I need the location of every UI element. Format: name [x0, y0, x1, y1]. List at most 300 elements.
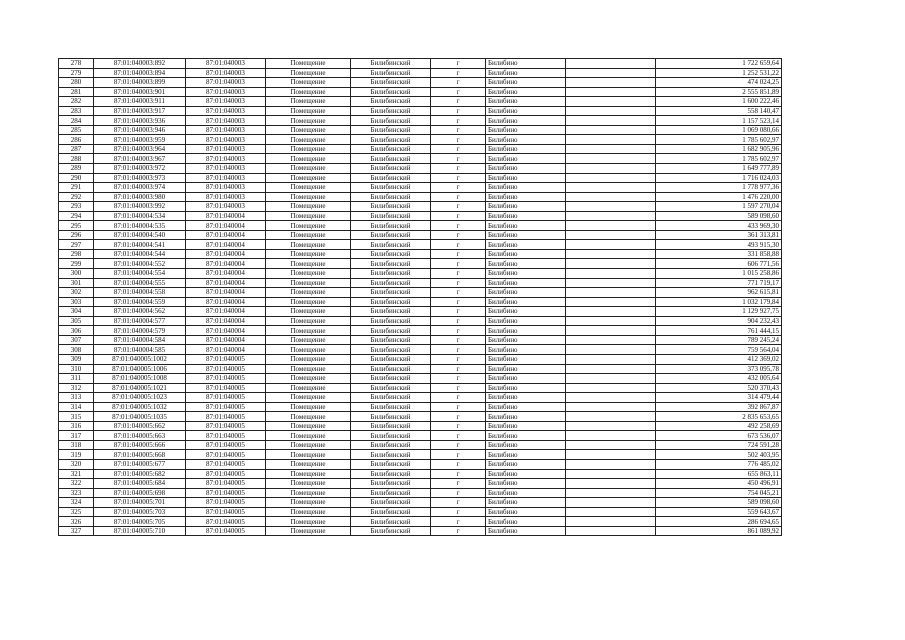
cadastral-value-cell: 724 591,28 — [656, 440, 782, 450]
locality-type-cell: г — [431, 78, 486, 88]
object-type-cell: Помещение — [266, 297, 351, 307]
district-cell: Билибинский — [351, 307, 431, 317]
cadastral-value-cell: 286 694,65 — [656, 517, 782, 527]
object-type-cell: Помещение — [266, 135, 351, 145]
row-number-cell: 317 — [59, 431, 94, 441]
object-type-cell: Помещение — [266, 269, 351, 279]
locality-cell: Билибино — [486, 297, 566, 307]
blank-cell — [566, 135, 656, 145]
locality-cell: Билибино — [486, 144, 566, 154]
cadastral-value-cell: 361 313,81 — [656, 230, 782, 240]
cadastral-value-cell: 492 258,69 — [656, 421, 782, 431]
cadastral-value-cell: 1 649 777,89 — [656, 164, 782, 174]
blank-cell — [566, 249, 656, 259]
row-number-cell: 325 — [59, 507, 94, 517]
row-number-cell: 299 — [59, 259, 94, 269]
row-number-cell: 313 — [59, 393, 94, 403]
district-cell: Билибинский — [351, 412, 431, 422]
cadastral-value-cell: 589 098,60 — [656, 211, 782, 221]
cadastral-value-cell: 1 682 905,96 — [656, 144, 782, 154]
blank-cell — [566, 116, 656, 126]
row-number-cell: 310 — [59, 364, 94, 374]
cadastral-value-cell: 771 719,17 — [656, 278, 782, 288]
district-cell: Билибинский — [351, 240, 431, 250]
locality-type-cell: г — [431, 230, 486, 240]
cadastral-value-cell: 1 252 531,22 — [656, 68, 782, 78]
object-type-cell: Помещение — [266, 402, 351, 412]
locality-type-cell: г — [431, 345, 486, 355]
object-type-cell: Помещение — [266, 517, 351, 527]
cadastral-number-cell: 87:01:040005:684 — [94, 479, 186, 489]
locality-type-cell: г — [431, 106, 486, 116]
cadastral-number-cell: 87:01:040003:992 — [94, 202, 186, 212]
cadastral-value-cell: 673 536,07 — [656, 431, 782, 441]
table-row — [59, 202, 782, 212]
blank-cell — [566, 412, 656, 422]
cadastral-number-cell: 87:01:040004:544 — [94, 249, 186, 259]
locality-cell: Билибино — [486, 230, 566, 240]
table-row — [59, 507, 782, 517]
locality-cell: Билибино — [486, 154, 566, 164]
blank-cell — [566, 440, 656, 450]
district-cell: Билибинский — [351, 326, 431, 336]
cadastral-block-cell: 87:01:040005 — [186, 507, 266, 517]
cadastral-number-cell: 87:01:040003:980 — [94, 192, 186, 202]
object-type-cell: Помещение — [266, 440, 351, 450]
object-type-cell: Помещение — [266, 78, 351, 88]
table-row — [59, 154, 782, 164]
cadastral-value-cell: 904 232,43 — [656, 316, 782, 326]
locality-type-cell: г — [431, 307, 486, 317]
cadastral-block-cell: 87:01:040004 — [186, 240, 266, 250]
district-cell: Билибинский — [351, 335, 431, 345]
cadastral-block-cell: 87:01:040004 — [186, 278, 266, 288]
row-number-cell: 295 — [59, 221, 94, 231]
blank-cell — [566, 211, 656, 221]
cadastral-block-cell: 87:01:040003 — [186, 87, 266, 97]
cadastral-number-cell: 87:01:040005:705 — [94, 517, 186, 527]
blank-cell — [566, 517, 656, 527]
object-type-cell: Помещение — [266, 68, 351, 78]
cadastral-value-cell: 433 969,30 — [656, 221, 782, 231]
cadastral-value-cell: 1 600 222,46 — [656, 97, 782, 107]
locality-cell: Билибино — [486, 440, 566, 450]
cadastral-number-cell: 87:01:040004:540 — [94, 230, 186, 240]
cadastral-block-cell: 87:01:040005 — [186, 374, 266, 384]
cadastral-number-cell: 87:01:040003:901 — [94, 87, 186, 97]
cadastral-number-cell: 87:01:040005:677 — [94, 459, 186, 469]
cadastral-block-cell: 87:01:040005 — [186, 469, 266, 479]
object-type-cell: Помещение — [266, 278, 351, 288]
row-number-cell: 318 — [59, 440, 94, 450]
blank-cell — [566, 288, 656, 298]
locality-type-cell: г — [431, 402, 486, 412]
locality-cell: Билибино — [486, 97, 566, 107]
table-row — [59, 517, 782, 527]
row-number-cell: 326 — [59, 517, 94, 527]
cadastral-block-cell: 87:01:040005 — [186, 383, 266, 393]
locality-cell: Билибино — [486, 68, 566, 78]
cadastral-block-cell: 87:01:040004 — [186, 326, 266, 336]
table-row — [59, 78, 782, 88]
district-cell: Билибинский — [351, 211, 431, 221]
cadastral-value-cell: 1 597 270,04 — [656, 202, 782, 212]
blank-cell — [566, 469, 656, 479]
locality-cell: Билибино — [486, 221, 566, 231]
cadastral-value-cell: 314 479,44 — [656, 393, 782, 403]
cadastral-block-cell: 87:01:040004 — [186, 211, 266, 221]
district-cell: Билибинский — [351, 431, 431, 441]
district-cell: Билибинский — [351, 192, 431, 202]
district-cell: Билибинский — [351, 68, 431, 78]
locality-type-cell: г — [431, 87, 486, 97]
cadastral-block-cell: 87:01:040005 — [186, 526, 266, 536]
locality-type-cell: г — [431, 154, 486, 164]
object-type-cell: Помещение — [266, 469, 351, 479]
cadastral-block-cell: 87:01:040003 — [186, 68, 266, 78]
blank-cell — [566, 278, 656, 288]
locality-cell: Билибино — [486, 345, 566, 355]
district-cell: Билибинский — [351, 202, 431, 212]
cadastral-number-cell: 87:01:040003:894 — [94, 68, 186, 78]
blank-cell — [566, 507, 656, 517]
locality-cell: Билибино — [486, 469, 566, 479]
locality-type-cell: г — [431, 164, 486, 174]
table-row — [59, 307, 782, 317]
cadastral-number-cell: 87:01:040004:579 — [94, 326, 186, 336]
district-cell: Билибинский — [351, 125, 431, 135]
locality-cell: Билибино — [486, 164, 566, 174]
cadastral-block-cell: 87:01:040005 — [186, 354, 266, 364]
cadastral-value-cell: 1 785 602,97 — [656, 135, 782, 145]
cadastral-number-cell: 87:01:040004:554 — [94, 269, 186, 279]
cadastral-block-cell: 87:01:040005 — [186, 450, 266, 460]
district-cell: Билибинский — [351, 297, 431, 307]
cadastral-value-cell: 520 370,43 — [656, 383, 782, 393]
cadastral-value-cell: 2 555 851,89 — [656, 87, 782, 97]
blank-cell — [566, 354, 656, 364]
cadastral-value-cell: 1 476 220,00 — [656, 192, 782, 202]
cadastral-value-cell: 606 771,56 — [656, 259, 782, 269]
cadastral-value-cell: 1 785 602,97 — [656, 154, 782, 164]
blank-cell — [566, 125, 656, 135]
locality-type-cell: г — [431, 135, 486, 145]
locality-cell: Билибино — [486, 135, 566, 145]
row-number-cell: 282 — [59, 97, 94, 107]
cadastral-value-cell: 558 140,47 — [656, 106, 782, 116]
blank-cell — [566, 316, 656, 326]
object-type-cell: Помещение — [266, 288, 351, 298]
table-row — [59, 393, 782, 403]
table-row — [59, 97, 782, 107]
locality-type-cell: г — [431, 202, 486, 212]
cadastral-value-cell: 392 867,87 — [656, 402, 782, 412]
table-row — [59, 374, 782, 384]
row-number-cell: 311 — [59, 374, 94, 384]
table-row — [59, 469, 782, 479]
table-row — [59, 269, 782, 279]
locality-cell: Билибино — [486, 517, 566, 527]
blank-cell — [566, 402, 656, 412]
object-type-cell: Помещение — [266, 383, 351, 393]
table-row — [59, 125, 782, 135]
table-row — [59, 364, 782, 374]
blank-cell — [566, 450, 656, 460]
cadastral-block-cell: 87:01:040003 — [186, 164, 266, 174]
cadastral-number-cell: 87:01:040004:535 — [94, 221, 186, 231]
cadastral-value-cell: 962 615,81 — [656, 288, 782, 298]
cadastral-number-cell: 87:01:040004:555 — [94, 278, 186, 288]
row-number-cell: 312 — [59, 383, 94, 393]
cadastral-value-cell: 493 915,30 — [656, 240, 782, 250]
row-number-cell: 323 — [59, 488, 94, 498]
table-row — [59, 249, 782, 259]
table-row — [59, 164, 782, 174]
table-row — [59, 106, 782, 116]
blank-cell — [566, 326, 656, 336]
object-type-cell: Помещение — [266, 183, 351, 193]
object-type-cell: Помещение — [266, 164, 351, 174]
table-row — [59, 479, 782, 489]
cadastral-value-cell: 761 444,15 — [656, 326, 782, 336]
cadastral-value-cell: 1 032 179,84 — [656, 297, 782, 307]
locality-type-cell: г — [431, 278, 486, 288]
blank-cell — [566, 202, 656, 212]
locality-cell: Билибино — [486, 459, 566, 469]
table-row — [59, 259, 782, 269]
blank-cell — [566, 498, 656, 508]
cadastral-number-cell: 87:01:040005:698 — [94, 488, 186, 498]
cadastral-value-cell: 432 005,64 — [656, 374, 782, 384]
row-number-cell: 296 — [59, 230, 94, 240]
blank-cell — [566, 144, 656, 154]
cadastral-block-cell: 87:01:040005 — [186, 431, 266, 441]
district-cell: Билибинский — [351, 230, 431, 240]
row-number-cell: 327 — [59, 526, 94, 536]
table-row — [59, 488, 782, 498]
table-row — [59, 431, 782, 441]
blank-cell — [566, 297, 656, 307]
cadastral-number-cell: 87:01:040005:1006 — [94, 364, 186, 374]
cadastral-value-cell: 789 245,24 — [656, 335, 782, 345]
object-type-cell: Помещение — [266, 221, 351, 231]
cadastral-block-cell: 87:01:040005 — [186, 421, 266, 431]
row-number-cell: 285 — [59, 125, 94, 135]
locality-cell: Билибино — [486, 326, 566, 336]
cadastral-block-cell: 87:01:040004 — [186, 221, 266, 231]
row-number-cell: 297 — [59, 240, 94, 250]
district-cell: Билибинский — [351, 288, 431, 298]
cadastral-block-cell: 87:01:040003 — [186, 135, 266, 145]
cadastral-value-cell: 754 045,21 — [656, 488, 782, 498]
object-type-cell: Помещение — [266, 211, 351, 221]
row-number-cell: 307 — [59, 335, 94, 345]
object-type-cell: Помещение — [266, 354, 351, 364]
cadastral-block-cell: 87:01:040005 — [186, 393, 266, 403]
cadastral-number-cell: 87:01:040003:964 — [94, 144, 186, 154]
cadastral-number-cell: 87:01:040005:1002 — [94, 354, 186, 364]
object-type-cell: Помещение — [266, 431, 351, 441]
blank-cell — [566, 393, 656, 403]
locality-type-cell: г — [431, 526, 486, 536]
table-row — [59, 326, 782, 336]
blank-cell — [566, 221, 656, 231]
table-row — [59, 526, 782, 536]
cadastral-block-cell: 87:01:040004 — [186, 269, 266, 279]
blank-cell — [566, 374, 656, 384]
cadastral-number-cell: 87:01:040003:972 — [94, 164, 186, 174]
row-number-cell: 319 — [59, 450, 94, 460]
object-type-cell: Помещение — [266, 459, 351, 469]
cadastral-block-cell: 87:01:040005 — [186, 498, 266, 508]
table-row — [59, 316, 782, 326]
cadastral-number-cell: 87:01:040005:1021 — [94, 383, 186, 393]
cadastral-number-cell: 87:01:040005:1008 — [94, 374, 186, 384]
locality-cell: Билибино — [486, 354, 566, 364]
object-type-cell: Помещение — [266, 230, 351, 240]
cadastral-block-cell: 87:01:040005 — [186, 459, 266, 469]
locality-type-cell: г — [431, 192, 486, 202]
cadastral-block-cell: 87:01:040004 — [186, 297, 266, 307]
cadastral-number-cell: 87:01:040004:552 — [94, 259, 186, 269]
table-row — [59, 135, 782, 145]
cadastral-value-cell: 559 643,67 — [656, 507, 782, 517]
locality-type-cell: г — [431, 431, 486, 441]
blank-cell — [566, 106, 656, 116]
blank-cell — [566, 526, 656, 536]
locality-type-cell: г — [431, 259, 486, 269]
object-type-cell: Помещение — [266, 488, 351, 498]
object-type-cell: Помещение — [266, 450, 351, 460]
locality-type-cell: г — [431, 412, 486, 422]
table-row — [59, 116, 782, 126]
cadastral-value-cell: 589 098,60 — [656, 498, 782, 508]
locality-type-cell: г — [431, 459, 486, 469]
cadastral-value-cell: 1 778 977,36 — [656, 183, 782, 193]
cadastral-block-cell: 87:01:040003 — [186, 116, 266, 126]
blank-cell — [566, 335, 656, 345]
locality-cell: Билибино — [486, 402, 566, 412]
table-row — [59, 459, 782, 469]
cadastral-number-cell: 87:01:040005:666 — [94, 440, 186, 450]
locality-type-cell: г — [431, 59, 486, 69]
district-cell: Билибинский — [351, 459, 431, 469]
row-number-cell: 287 — [59, 144, 94, 154]
district-cell: Билибинский — [351, 469, 431, 479]
object-type-cell: Помещение — [266, 259, 351, 269]
cadastral-value-cell: 1 129 927,75 — [656, 307, 782, 317]
locality-type-cell: г — [431, 183, 486, 193]
cadastral-value-cell: 861 089,92 — [656, 526, 782, 536]
blank-cell — [566, 488, 656, 498]
cadastral-number-cell: 87:01:040003:974 — [94, 183, 186, 193]
cadastral-number-cell: 87:01:040003:911 — [94, 97, 186, 107]
table-row — [59, 354, 782, 364]
blank-cell — [566, 479, 656, 489]
locality-cell: Билибино — [486, 374, 566, 384]
object-type-cell: Помещение — [266, 393, 351, 403]
cadastral-number-cell: 87:01:040003:946 — [94, 125, 186, 135]
cadastral-block-cell: 87:01:040004 — [186, 307, 266, 317]
locality-cell: Билибино — [486, 192, 566, 202]
locality-cell: Билибино — [486, 249, 566, 259]
row-number-cell: 308 — [59, 345, 94, 355]
object-type-cell: Помещение — [266, 374, 351, 384]
blank-cell — [566, 59, 656, 69]
locality-type-cell: г — [431, 450, 486, 460]
locality-type-cell: г — [431, 374, 486, 384]
table-row — [59, 211, 782, 221]
row-number-cell: 303 — [59, 297, 94, 307]
cadastral-number-cell: 87:01:040004:584 — [94, 335, 186, 345]
cadastral-block-cell: 87:01:040005 — [186, 488, 266, 498]
table-row — [59, 68, 782, 78]
object-type-cell: Помещение — [266, 116, 351, 126]
cadastral-block-cell: 87:01:040005 — [186, 479, 266, 489]
district-cell: Билибинский — [351, 345, 431, 355]
district-cell: Билибинский — [351, 144, 431, 154]
locality-type-cell: г — [431, 393, 486, 403]
district-cell: Билибинский — [351, 249, 431, 259]
locality-type-cell: г — [431, 383, 486, 393]
cadastral-number-cell: 87:01:040003:967 — [94, 154, 186, 164]
locality-type-cell: г — [431, 269, 486, 279]
district-cell: Билибинский — [351, 183, 431, 193]
cadastral-number-cell: 87:01:040005:682 — [94, 469, 186, 479]
district-cell: Билибинский — [351, 354, 431, 364]
district-cell: Билибинский — [351, 116, 431, 126]
locality-cell: Билибино — [486, 307, 566, 317]
object-type-cell: Помещение — [266, 144, 351, 154]
row-number-cell: 322 — [59, 479, 94, 489]
cadastral-value-cell: 1 157 523,14 — [656, 116, 782, 126]
locality-type-cell: г — [431, 364, 486, 374]
blank-cell — [566, 97, 656, 107]
row-number-cell: 293 — [59, 202, 94, 212]
district-cell: Билибинский — [351, 154, 431, 164]
blank-cell — [566, 78, 656, 88]
table-row — [59, 440, 782, 450]
blank-cell — [566, 421, 656, 431]
district-cell: Билибинский — [351, 78, 431, 88]
locality-type-cell: г — [431, 488, 486, 498]
blank-cell — [566, 154, 656, 164]
row-number-cell: 294 — [59, 211, 94, 221]
district-cell: Билибинский — [351, 316, 431, 326]
district-cell: Билибинский — [351, 164, 431, 174]
cadastral-number-cell: 87:01:040005:662 — [94, 421, 186, 431]
locality-type-cell: г — [431, 221, 486, 231]
district-cell: Билибинский — [351, 259, 431, 269]
locality-cell: Билибино — [486, 479, 566, 489]
district-cell: Билибинский — [351, 526, 431, 536]
object-type-cell: Помещение — [266, 125, 351, 135]
row-number-cell: 288 — [59, 154, 94, 164]
cadastral-value-cell: 502 403,95 — [656, 450, 782, 460]
row-number-cell: 324 — [59, 498, 94, 508]
locality-type-cell: г — [431, 125, 486, 135]
cadastral-number-cell: 87:01:040004:558 — [94, 288, 186, 298]
row-number-cell: 284 — [59, 116, 94, 126]
locality-cell: Билибино — [486, 202, 566, 212]
table-row — [59, 345, 782, 355]
row-number-cell: 290 — [59, 173, 94, 183]
row-number-cell: 321 — [59, 469, 94, 479]
locality-type-cell: г — [431, 354, 486, 364]
locality-cell: Билибино — [486, 450, 566, 460]
cadastral-number-cell: 87:01:040003:892 — [94, 59, 186, 69]
blank-cell — [566, 240, 656, 250]
